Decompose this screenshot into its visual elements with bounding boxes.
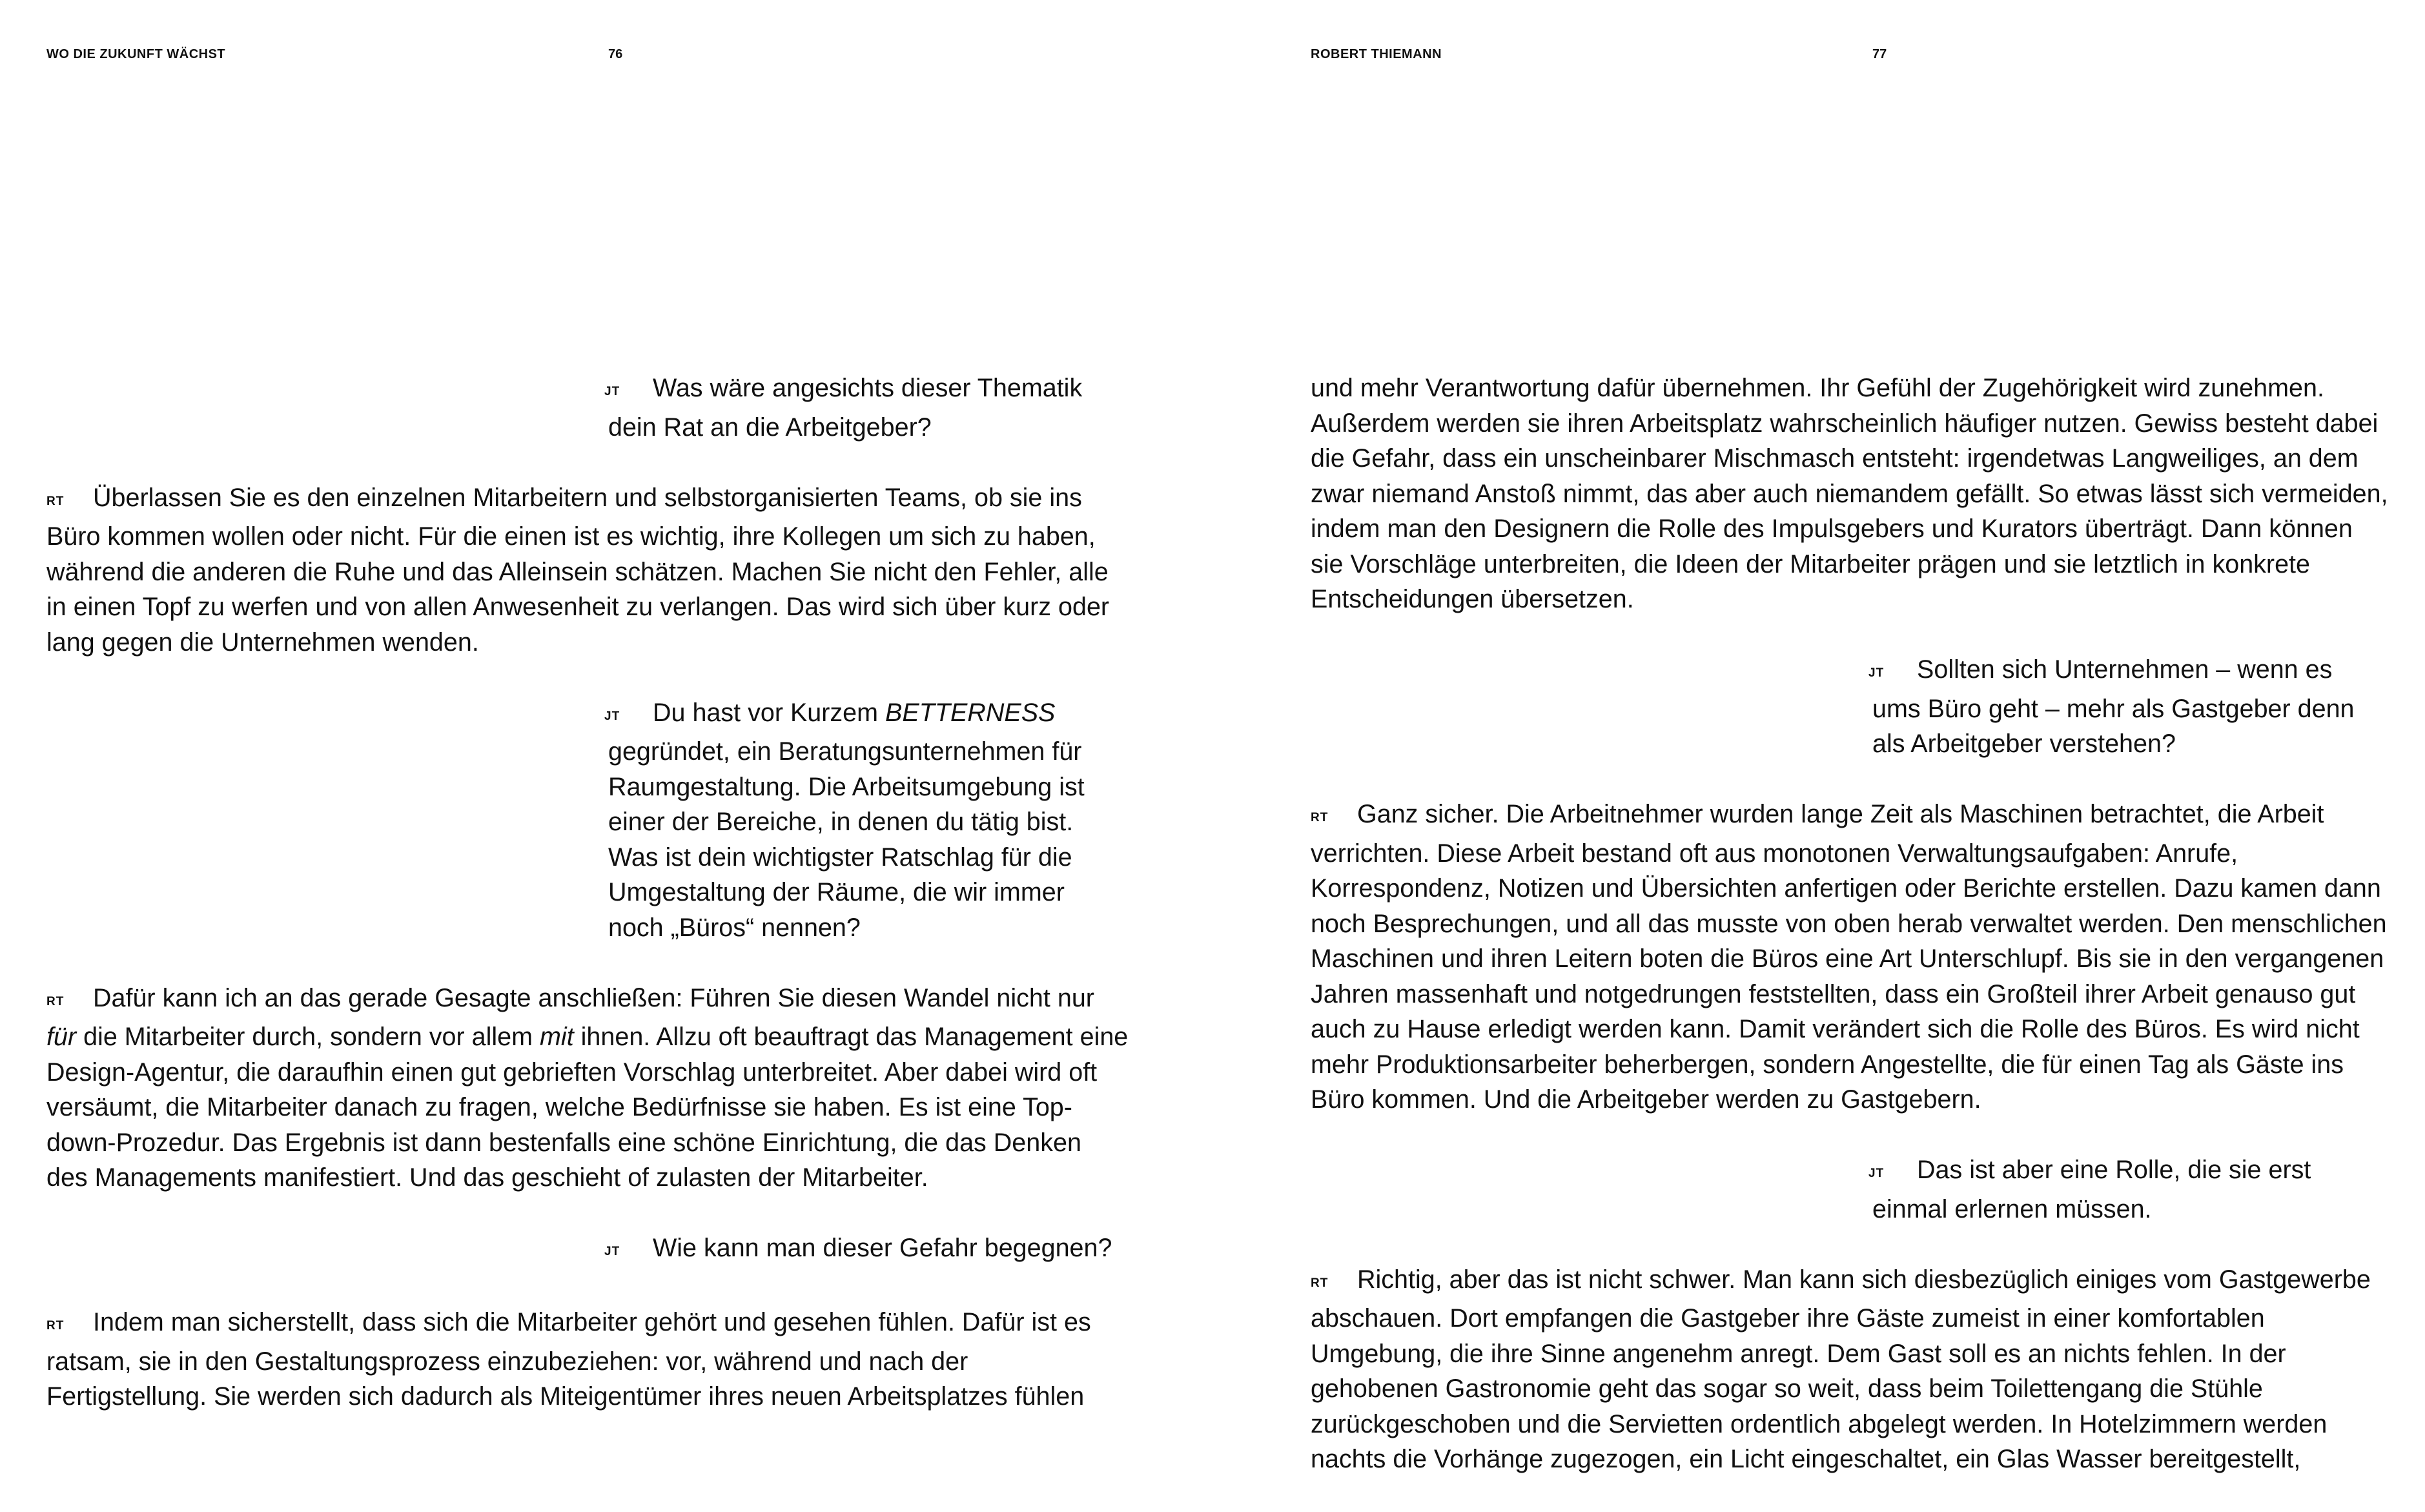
question-block	[1868, 1152, 2382, 1227]
question-text: Wie kann man dieser Gefahr begegnen?	[653, 1234, 1112, 1262]
answer-block	[1311, 797, 2392, 1118]
answer-text: Überlassen Sie es den einzelnen Mitarbeitern und selbstorganisierten Teams, ob sie ins Büro kommen wollen oder nicht. Für die einen ist es wichtig, ihre Kollegen um sich zu haben, während die anderen die Ruhe und das Alleinsein schätzen. Machen Sie nicht den Fehler, alle in einen Topf zu werfen und von allen Anwesenheit zu verlangen. Das wird sich über kurz oder lang gegen die Unternehmen wenden.	[46, 483, 1110, 657]
question-text: Du hast vor Kurzem	[653, 698, 886, 727]
answer-text: die Mitarbeiter durch, sondern vor allem	[76, 1023, 540, 1051]
question-text: Das ist aber eine Rolle, die sie erst einmal erlernen müssen.	[1872, 1156, 2311, 1223]
answer-block	[46, 981, 1129, 1196]
right-text-column	[1311, 371, 2392, 1512]
answer-block	[46, 480, 1129, 660]
speaker-tag: RT	[1311, 1276, 1329, 1290]
question-text: Was wäre angesichts dieser Thematik dein Rat an die Arbeitgeber?	[608, 374, 1083, 442]
page-number-right: 77	[1872, 47, 1887, 61]
question-block	[604, 1231, 1118, 1270]
running-head-left: WO DIE ZUKUNFT WÄCHST	[46, 47, 226, 61]
answer-text: Indem man sicherstellt, dass sich die Mitarbeiter gehört und gesehen fühlen. Dafür ist es ratsam, sie in den Gestaltungsprozess einzubeziehen: vor, während und nach der Fertigstellung. Sie werden sich dadurch als Miteigentümer ihres neuen Arbeitsplatzes fühlen	[46, 1308, 1091, 1411]
speaker-tag: RT	[1311, 811, 1329, 824]
speaker-tag: JT	[604, 1245, 620, 1258]
question-block	[1868, 652, 2382, 762]
answer-text: Richtig, aber das ist nicht schwer. Man kann sich diesbezüglich einiges vom Gastgewerbe abschauen. Dort empfangen die Gastgeber ihre Gäste zumeist in einer komfortablen Umgebung, die ihre Sinne angenehm anregt. Dem Gast soll es an nichts fehlen. In der gehobenen Gastronomie geht das sogar so weit, dass beim Toilettengang die Stühle zurückgeschoben und die Servietten ordentlich abgelegt werden. In Hotelzimmern werden nachts die Vorhänge zugezogen, ein Licht eingeschaltet, ein Glas Wasser bereitgestellt,	[1311, 1265, 2371, 1473]
speaker-tag: JT	[1868, 666, 1885, 680]
speaker-tag: RT	[46, 1319, 65, 1333]
company-name: BETTERNESS	[885, 698, 1056, 727]
left-page	[0, 0, 1212, 1493]
answer-block	[1311, 1262, 2392, 1477]
emphasis-text: für	[46, 1023, 77, 1051]
speaker-tag: RT	[46, 494, 65, 508]
speaker-tag: JT	[1868, 1167, 1885, 1180]
left-text-column	[46, 371, 1129, 1449]
question-text: Sollten sich Unternehmen – wenn es ums Büro geht – mehr als Gastgeber denn als Arbeitgeber verstehen?	[1872, 655, 2355, 758]
running-head-right: ROBERT THIEMANN	[1311, 47, 1442, 61]
answer-text: Ganz sicher. Die Arbeitnehmer wurden lange Zeit als Maschinen betrachtet, die Arbeit verrichten. Diese Arbeit bestand oft aus monotonen Verwaltungsaufgaben: Anrufe, Korrespondenz, Notizen und Übersichten anfertigen oder Berichte erstellen. Dazu kamen dann noch Besprechungen, und all das musste von oben herab verwaltet werden. Den menschlichen Maschinen und ihren Leitern boten die Büros eine Art Unterschlupf. Bis sie in den vergangenen Jahren massenhaft und notgedrungen feststellten, dass ein Großteil ihrer Arbeit genauso gut auch zu Hause erledigt werden kann. Damit verändert sich die Rolle des Büros. Es wird nicht mehr Produktionsarbeiter beherbergen, sondern Angestellte, die für einen Tag als Gäste ins Büro kommen. Und die Arbeitgeber werden zu Gastgebern.	[1311, 800, 2387, 1114]
page-number-left: 76	[608, 47, 623, 61]
continued-paragraph: und mehr Verantwortung dafür übernehmen. Ihr Gefühl der Zugehörigkeit wird zunehmen. Außerdem werden sie ihren Arbeitsplatz wahrscheinlich häufiger nutzen. Gewiss besteht dabei die Gefahr, dass ein unscheinbarer Mischmasch entsteht: irgendetwas Langweiliges, an dem zwar niemand Anstoß nimmt, das aber auch niemandem gefällt. So etwas lässt sich vermeiden, indem man den Designern die Rolle des Impulsgebers und Kurators überträgt. Dann können sie Vorschläge unterbreiten, die Ideen der Mitarbeiter prägen und sie letztlich in konkrete Entscheidungen übersetzen.	[1311, 374, 2388, 613]
right-page	[1212, 0, 2425, 1493]
answer-text: ihnen. Allzu oft beauftragt das Management eine Design-Agentur, die daraufhin einen gut gebrieften Vorschlag unterbreitet. Aber dabei wird oft versäumt, die Mitarbeiter danach zu fragen, welche Bedürfnisse sie haben. Es ist eine Top-down-Prozedur. Das Ergebnis ist dann bestenfalls eine schöne Einrichtung, die das Denken des Managements manifestiert. Und das geschieht of zulasten der Mitarbeiter.	[46, 1023, 1129, 1192]
question-block	[604, 371, 1118, 445]
speaker-tag: JT	[604, 709, 620, 723]
speaker-tag: RT	[46, 994, 65, 1008]
question-block	[604, 695, 1118, 946]
answer-block	[46, 1305, 1129, 1415]
question-text: gegründet, ein Beratungsunternehmen für Raumgestaltung. Die Arbeitsumgebung ist einer der Bereiche, in denen du tätig bist. Was ist dein wichtigster Ratschlag für die Umgestaltung der Räume, die wir immer noch „Büros“ nennen?	[608, 737, 1085, 942]
answer-text: Dafür kann ich an das gerade Gesagte anschließen: Führen Sie diesen Wandel nicht nur	[93, 983, 1094, 1012]
emphasis-text: mit	[540, 1023, 574, 1051]
speaker-tag: JT	[604, 385, 620, 398]
